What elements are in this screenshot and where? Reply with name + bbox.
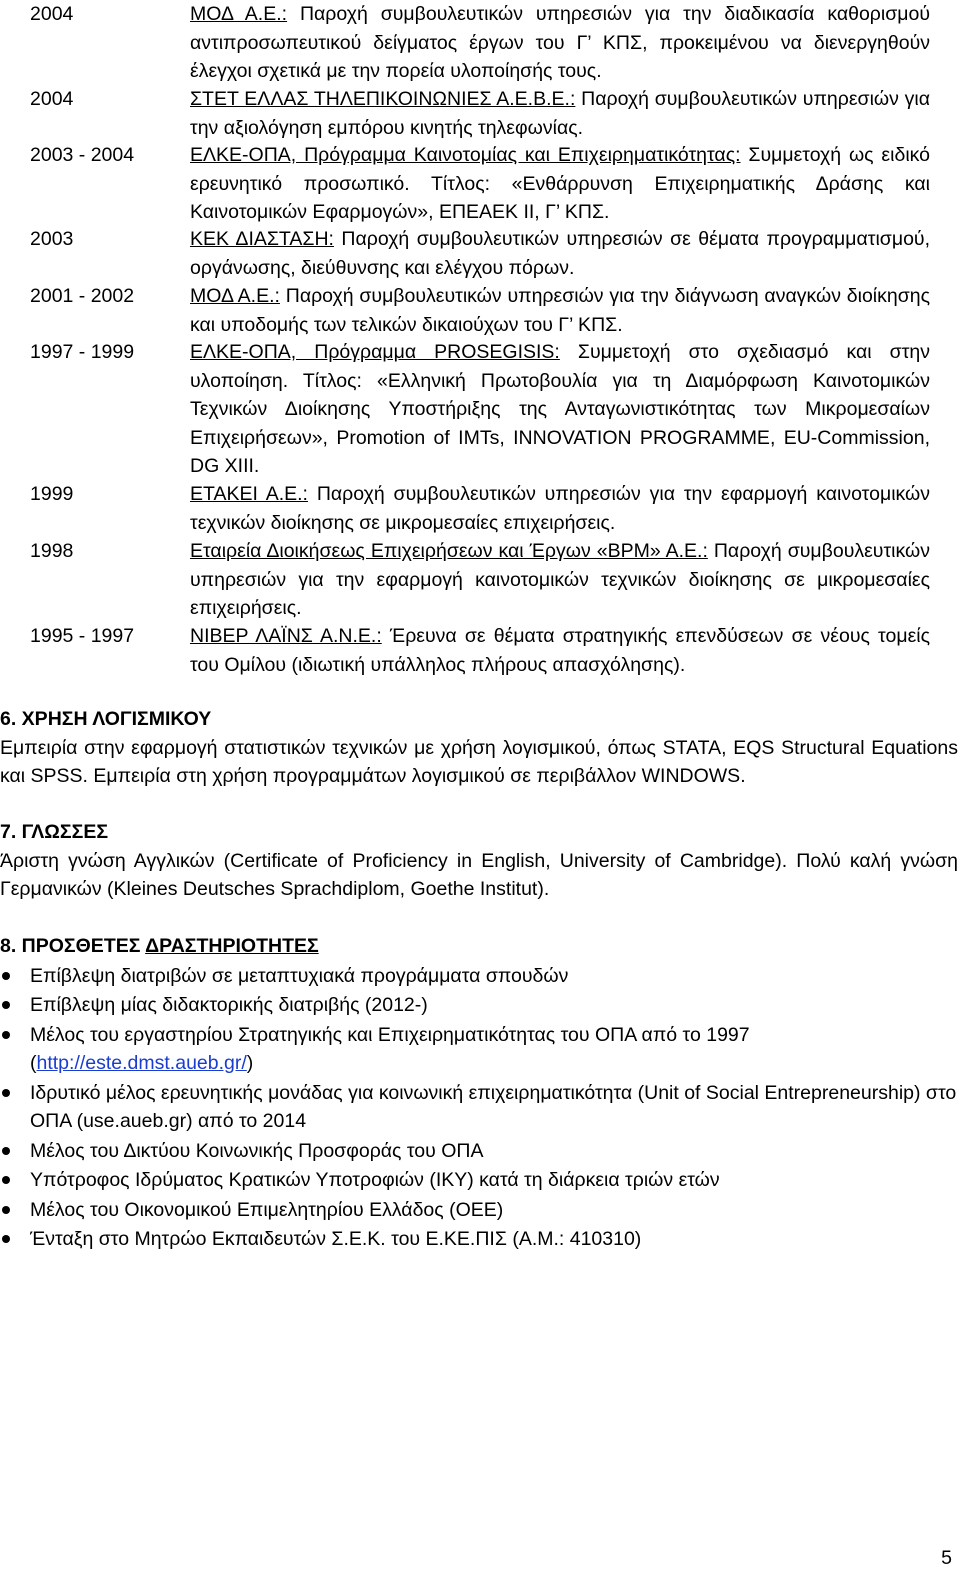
entry-text: Συμμετοχή στο σχεδιασμό και στην υλοποίηση. Τίτλος: «Ελληνική Πρωτοβουλία για τη Διαμόρφωση Καινοτομικών Τεχνικών Διοίκησης Υποστήριξης της Ανταγωνιστικότητας των Μικρομεσαίων Επιχειρήσεων», Promotion of IMTs, INNOVATION PROGRAMME, EU-Commission, DG XIII.	[190, 341, 930, 477]
item-text: Επίβλεψη διατριβών σε μεταπτυχιακά προγράμματα σπουδών	[30, 964, 569, 987]
experience-entry	[0, 622, 930, 679]
item-text: Ιδρυτικό μέλος ερευνητικής μονάδας για κοινωνική επιχειρηματικότητα (Unit of Social Entrepreneurship) στο ΟΠΑ (use.aueb.gr) από το 2014	[30, 1081, 957, 1132]
entry-organization: ΜΟΔ Α.Ε.:	[190, 285, 280, 307]
experience-entry	[0, 141, 930, 227]
entry-description	[190, 85, 930, 142]
experience-entry	[0, 225, 930, 282]
entry-date: 1999	[30, 483, 74, 505]
entry-text: Παροχή συμβουλευτικών υπηρεσιών για την εφαρμογή καινοτομικών τεχνικών διοίκησης σε μικρομεσαίες επιχειρήσεις.	[190, 540, 930, 619]
entry-text: Συμμετοχή ως ειδικό ερευνητικό προσωπικό. Τίτλος: «Ενθάρρυνση Επιχειρηματικής Δράσης και Καινοτομικών Εφαρμογών», ΕΠΕΑΕΚ ΙΙ, Γ’ ΚΠΣ.	[190, 144, 931, 223]
bullet-icon	[2, 1001, 10, 1009]
heading-prefix: 8. ΠΡΟΣΘΕΤΕΣ	[0, 935, 146, 957]
bullet-icon	[2, 1206, 10, 1214]
heading-underlined: ΔΡΑΣΤΗΡΙΟΤΗΤΕΣ	[145, 935, 319, 957]
entry-date: 2004	[30, 88, 74, 110]
entry-text: Παροχή συμβουλευτικών υπηρεσιών για την διαδικασία καθορισμού αντιπροσωπευτικού δείγματος έργων του Γ’ ΚΠΣ, προκειμένου να διενεργηθούν έλεγχοι σχετικά με την πορεία υλοποίησής τους.	[190, 3, 930, 82]
section-text: Εμπειρία στην εφαρμογή στατιστικών τεχνικών με χρήση λογισμικού, όπως STATA, EQS Structural Equations και SPSS. Εμπειρία στη χρήση προγραμμάτων λογισμικού σε περιβάλλον WINDOWS.	[0, 736, 958, 787]
item-text: Ένταξη στο Μητρώο Εκπαιδευτών Σ.Ε.Κ. του Ε.ΚΕ.ΠΙΣ (Α.Μ.: 410310)	[30, 1228, 642, 1250]
item-text: Μέλος του Οικονομικού Επιμελητηρίου Ελλάδος (ΟΕΕ)	[30, 1198, 504, 1221]
list-item	[0, 1196, 960, 1225]
entry-organization: ΕΛΚΕ-ΟΠΑ, Πρόγραμμα Καινοτομίας και Επιχειρηματικότητας:	[190, 144, 741, 166]
entry-description	[190, 622, 930, 679]
entry-text: Έρευνα σε θέματα στρατηγικής επενδύσεων σε νέους τομείς του Ομίλου (ιδιωτική υπάλληλος πλήρους απασχόλησης).	[190, 625, 930, 676]
item-text: Μέλος του Δικτύου Κοινωνικής Προσφοράς του ΟΠΑ	[30, 1139, 484, 1162]
experience-entry	[0, 0, 930, 86]
list-item	[0, 962, 960, 991]
entry-description	[190, 282, 930, 339]
bullet-icon	[2, 1089, 10, 1097]
item-text: Επίβλεψη μίας διδακτορικής διατριβής (2012-)	[30, 994, 428, 1016]
experience-entry	[0, 537, 930, 623]
bullet-icon	[2, 1235, 10, 1243]
entry-description	[190, 480, 930, 537]
entry-organization: ΝΙΒΕΡ ΛΑΪΝΣ Α.Ν.Ε.:	[190, 625, 382, 647]
experience-entry	[0, 480, 930, 537]
activities-section	[0, 932, 960, 1255]
entry-date: 1997 - 1999	[30, 341, 135, 363]
experience-entry	[0, 338, 930, 481]
entry-text: Παροχή συμβουλευτικών υπηρεσιών για την εφαρμογή καινοτομικών τεχνικών διοίκησης σε μικρομεσαίες επιχειρήσεις.	[190, 483, 931, 534]
section-text: Άριστη γνώση Αγγλικών (Certificate of Proficiency in English, University of Cambridge). Πολύ καλή γνώση Γερμανικών (Kleines Deutsches Sprachdiplom, Goethe Institut).	[0, 849, 958, 900]
entry-description	[190, 537, 930, 623]
bullet-icon	[2, 1147, 10, 1155]
list-item	[0, 1225, 960, 1254]
item-text: Μέλος του εργαστηρίου Στρατηγικής και Επιχειρηματικότητας του ΟΠΑ από το 1997 (	[30, 1023, 750, 1074]
entry-text: Παροχή συμβουλευτικών υπηρεσιών σε θέματα προγραμματισμού, οργάνωσης, διεύθυνσης και ελέγχου πόρων.	[190, 228, 930, 279]
entry-text: Παροχή συμβουλευτικών υπηρεσιών για την αξιολόγηση εμπόρου κινητής τηλεφωνίας.	[190, 88, 930, 139]
entry-date: 2004	[30, 3, 74, 25]
entry-date: 2001 - 2002	[30, 285, 135, 307]
item-text: Υπότροφος Ιδρύματος Κρατικών Υποτροφιών (ΙΚΥ) κατά τη διάρκεια τριών ετών	[30, 1169, 720, 1191]
list-item	[0, 1166, 960, 1195]
entry-organization: Εταιρεία Διοικήσεως Επιχειρήσεων και Έργων «ΒΡΜ» Α.Ε.:	[190, 540, 708, 562]
este-link[interactable]: http://este.dmst.aueb.gr/	[36, 1052, 247, 1074]
entry-date: 1998	[30, 540, 74, 562]
languages-section	[0, 818, 960, 904]
entry-description	[190, 0, 930, 86]
bullet-icon	[2, 1031, 10, 1039]
entry-date: 2003	[30, 228, 74, 250]
entry-description	[190, 225, 930, 282]
bullet-icon	[2, 972, 10, 980]
item-text-after: )	[246, 1052, 254, 1074]
entry-description	[190, 338, 930, 481]
page-number: 5	[941, 1547, 952, 1569]
bullet-icon	[2, 1176, 10, 1184]
entry-organization: ΕΛΚΕ-ΟΠΑ, Πρόγραμμα PROSEGISIS:	[190, 341, 560, 363]
section-heading: 6. ΧΡΗΣΗ ΛΟΓΙΣΜΙΚΟΥ	[0, 708, 212, 730]
list-item	[0, 1021, 960, 1078]
entry-organization: ΚΕΚ ΔΙΑΣΤΑΣΗ:	[190, 228, 334, 250]
list-item	[0, 1079, 960, 1136]
experience-entry	[0, 282, 930, 339]
entry-text: Παροχή συμβουλευτικών υπηρεσιών για την διάγνωση αναγκών διοίκησης και υποδομής των τελικών δικαιούχων του Γ’ ΚΠΣ.	[190, 285, 930, 336]
entry-organization: ΕΤΑΚΕΙ Α.Ε.:	[190, 483, 308, 505]
entry-organization: ΣΤΕΤ ΕΛΛΑΣ ΤΗΛΕΠΙΚΟΙΝΩΝΙΕΣ Α.Ε.Β.Ε.:	[190, 88, 576, 110]
section-heading	[0, 932, 960, 961]
entry-organization: ΜΟΔ Α.Ε.:	[190, 3, 288, 25]
experience-entry	[0, 85, 930, 142]
list-item	[0, 1137, 960, 1166]
entry-description	[190, 141, 930, 227]
entry-date: 1995 - 1997	[30, 625, 135, 647]
list-item	[0, 991, 960, 1020]
software-section	[0, 705, 960, 791]
entry-date: 2003 - 2004	[30, 144, 135, 166]
section-heading: 7. ΓΛΩΣΣΕΣ	[0, 821, 109, 843]
activities-list	[0, 962, 960, 1254]
